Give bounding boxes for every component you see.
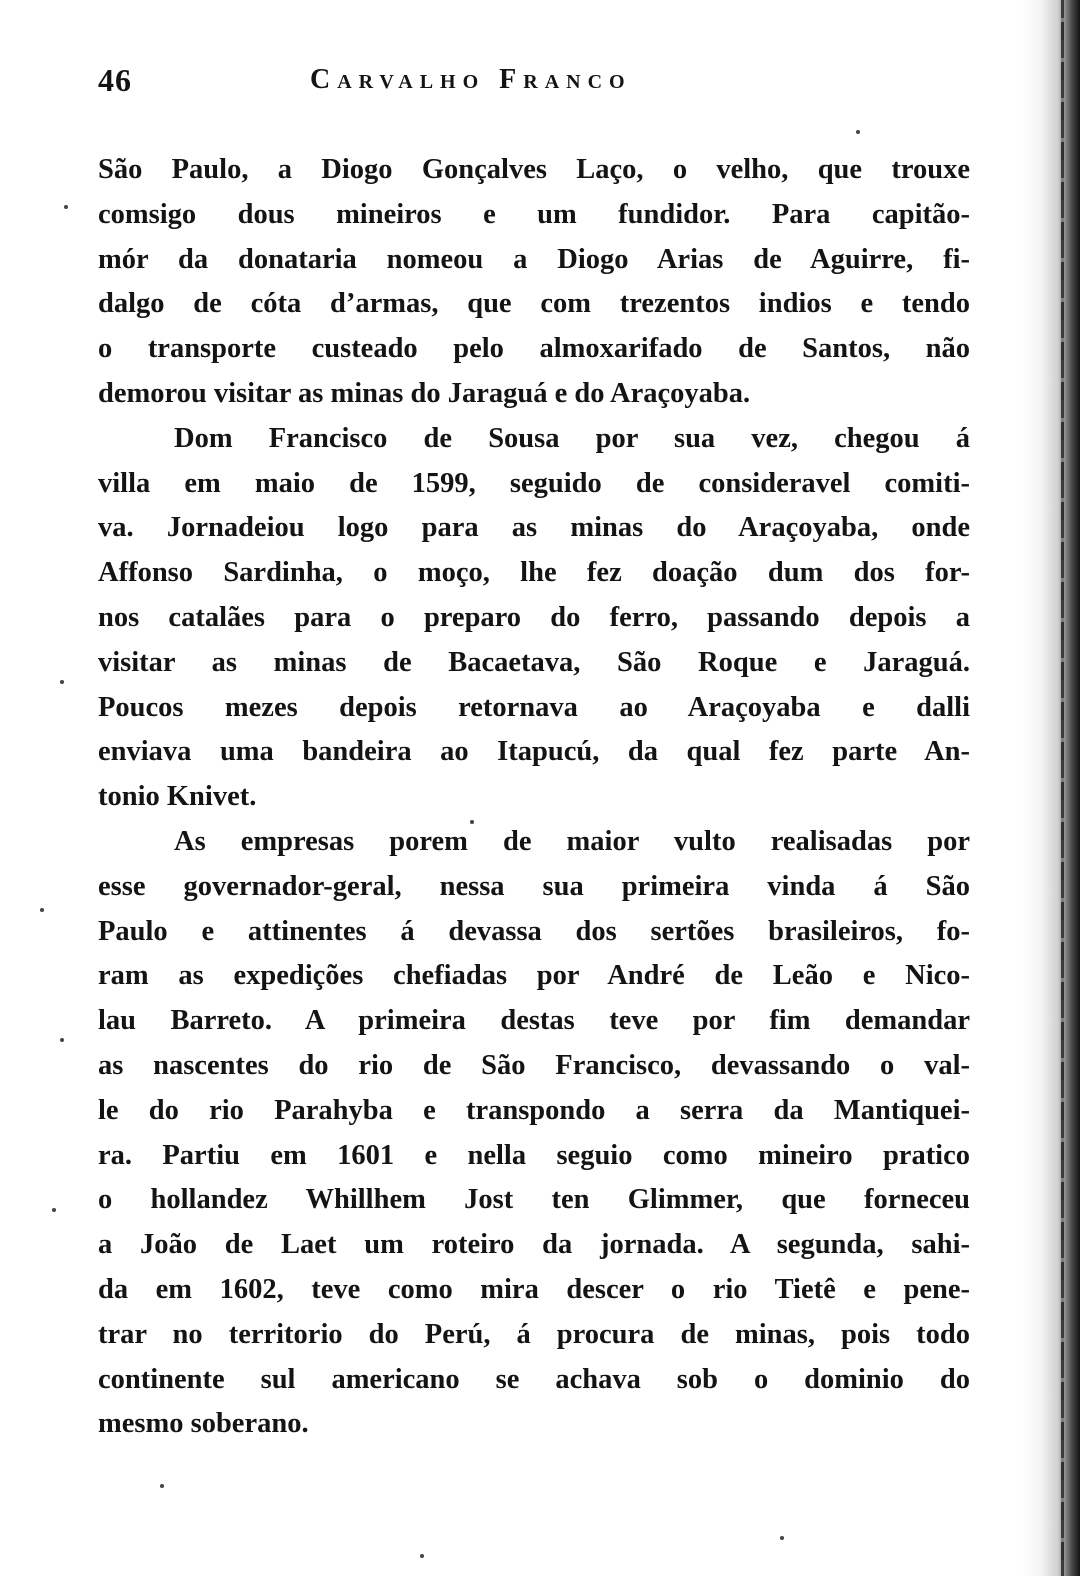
text-line: ra. Partiu em 1601 e nella seguio como mineiro pratico — [98, 1139, 970, 1171]
page-binding-edge — [1022, 0, 1080, 1576]
scan-speck — [60, 680, 64, 684]
text-line: dalgo de cóta d’armas, que com trezentos indios e tendo — [98, 288, 970, 320]
scan-speck — [40, 908, 44, 912]
text-line: o transporte custeado pelo almoxarifado de Santos, não — [98, 333, 970, 365]
paragraph-3 — [98, 820, 970, 1447]
text-line: o hollandez Whillhem Jost ten Glimmer, que forneceu — [98, 1184, 970, 1216]
text-line: Affonso Sardinha, o moço, lhe fez doação dum dos for- — [98, 557, 970, 589]
text-line: nos catalães para o preparo do ferro, passando depois a — [98, 601, 970, 633]
text-line: mór da donataria nomeou a Diogo Arias de Aguirre, fi- — [98, 243, 970, 275]
scan-speck — [52, 1208, 56, 1212]
text-line: ram as expedições chefiadas por André de Leão e Nico- — [98, 960, 970, 992]
text-line: da em 1602, teve como mira descer o rio Tietê e pene- — [98, 1273, 970, 1305]
body-text — [98, 148, 970, 1447]
text-line: demorou visitar as minas do Jaraguá e do Araçoyaba. — [98, 377, 751, 409]
text-line: continente sul americano se achava sob o dominio do — [98, 1363, 970, 1395]
text-line: le do rio Parahyba e transpondo a serra da Mantiquei- — [98, 1094, 970, 1126]
text-line: a João de Laet um roteiro da jornada. A segunda, sahi- — [98, 1229, 970, 1261]
text-line: comsigo dous mineiros e um fundidor. Para capitão- — [98, 198, 970, 230]
page-number: 46 — [98, 62, 132, 98]
text-line: va. Jornadeiou logo para as minas do Araçoyaba, onde — [98, 512, 970, 544]
text-line: as nascentes do rio de São Francisco, devassando o val- — [98, 1049, 970, 1081]
text-line: enviava uma bandeira ao Itapucú, da qual fez parte An- — [98, 736, 970, 768]
text-line: Dom Francisco de Sousa por sua vez, chegou á — [174, 422, 970, 454]
text-line: villa em maio de 1599, seguido de consideravel comiti- — [98, 467, 970, 499]
running-head: Carvalho Franco — [310, 64, 632, 95]
text-line: tonio Knivet. — [98, 781, 257, 813]
text-line: esse governador-geral, nessa sua primeira vinda á São — [98, 870, 970, 902]
scan-speck — [60, 1038, 64, 1042]
text-line: mesmo soberano. — [98, 1408, 309, 1440]
scan-speck — [856, 130, 860, 134]
page-binding-shadow — [1061, 0, 1064, 1576]
text-line: Poucos mezes depois retornava ao Araçoyaba e dalli — [98, 691, 970, 723]
page-header — [98, 62, 978, 110]
text-line: As empresas porem de maior vulto realisadas por — [174, 825, 970, 857]
text-line: visitar as minas de Bacaetava, São Roque e Jaraguá. — [98, 646, 970, 678]
paragraph-1 — [98, 148, 970, 417]
scan-speck — [470, 820, 474, 824]
text-line: São Paulo, a Diogo Gonçalves Laço, o velho, que trouxe — [98, 154, 970, 185]
text-line: lau Barreto. A primeira destas teve por fim demandar — [98, 1005, 970, 1037]
scan-speck — [160, 1484, 164, 1488]
scan-speck — [780, 1536, 784, 1540]
text-line: Paulo e attinentes á devassa dos sertões brasileiros, fo- — [98, 915, 970, 947]
scan-speck — [64, 205, 68, 209]
paragraph-2 — [98, 417, 970, 820]
scan-speck — [420, 1554, 424, 1558]
text-line: trar no territorio do Perú, á procura de minas, pois todo — [98, 1318, 970, 1350]
